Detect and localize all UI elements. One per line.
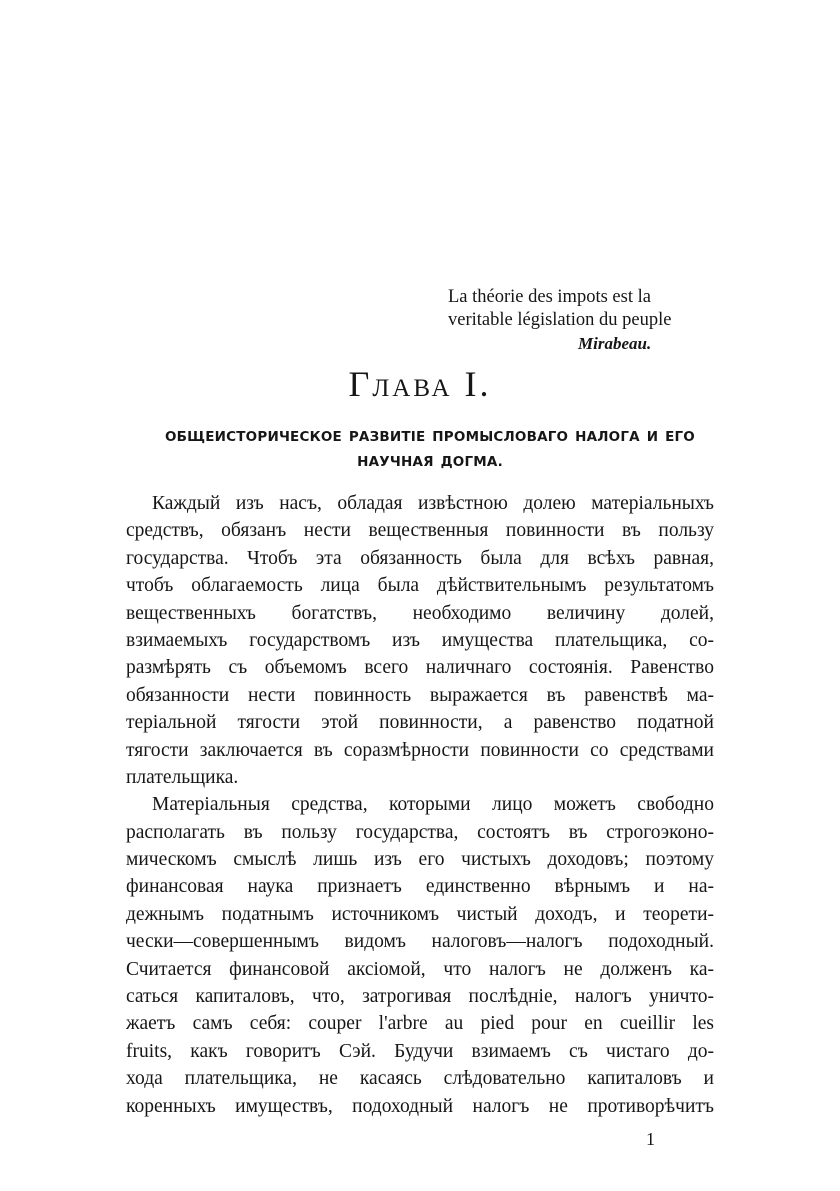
paragraph-2-line: fruits, какъ говоритъ Сэй. Будучи взимаемъ съ чистаго до- [126, 1040, 714, 1062]
paragraph-1-line: теріальной тягости этой повинности, а равенство податной [126, 712, 714, 734]
chapter-subtitle-line: НАУЧНАЯ ДОГМА. [357, 454, 503, 470]
epigraph [448, 286, 718, 356]
paragraph-2-line: жаетъ самъ себя: couper l'arbre au pied pour en cueillir les [126, 1013, 714, 1035]
paragraph-2-line: финансовая наука признаетъ единственно вѣрнымъ и на- [126, 876, 714, 898]
paragraph-1-line: государства. Чтобъ эта обязанность была для всѣхъ равная, [126, 547, 714, 569]
paragraph-2-line: хода плательщика, не касаясь слѣдовательно капиталовъ и [126, 1068, 714, 1090]
paragraph-1-line: плательщика. [126, 766, 239, 788]
paragraph-1-line: Каждый изъ насъ, обладая извѣстною долею матеріальныхъ [152, 493, 714, 514]
paragraph-2-line: Считается финансовой аксіомой, что налогъ не долженъ ка- [126, 958, 714, 980]
paragraph-1-line: взимаемыхъ государствомъ изъ имущества плательщика, со- [126, 629, 714, 651]
paragraph-2-line: чески—совершеннымъ видомъ налоговъ—налогъ подоходный. [126, 931, 714, 953]
paragraph-1-line: обязанности нести повинность выражается въ равенствѣ ма- [126, 684, 714, 706]
paragraph-2-line: Матеріальныя средства, которыми лицо можетъ свободно [152, 794, 714, 816]
paragraph-2-line: дежнымъ податнымъ источникомъ чистый доходъ, и теорети- [126, 903, 714, 925]
paragraph-2-line: располагать въ пользу государства, состоятъ въ строгоэконо- [126, 821, 714, 843]
paragraph-1-line: тягости заключается въ соразмѣрности повинности со средствами [126, 739, 714, 761]
page-number: 1 [646, 1129, 655, 1149]
paragraph-1-line: размѣрять съ объемомъ всего наличнаго состоянія. Равенство [126, 657, 714, 679]
epigraph-line: veritable législation du peuple [448, 310, 672, 330]
chapter-heading: Глава I. [348, 364, 492, 404]
epigraph-line: La théorie des impots est la [448, 287, 651, 307]
paragraph-2-line: коренныхъ имуществъ, подоходный налогъ не противорѣчитъ [126, 1095, 714, 1117]
paragraph-1-line: чтобъ облагаемость лица была дѣйствительнымъ результатомъ [126, 575, 714, 597]
chapter-subtitle-line: ОБЩЕИСТОРИЧЕСКОЕ РАЗВИТІЕ ПРОМЫСЛОВАГО НАЛОГА И ЕГО [164, 429, 695, 445]
body-text [126, 490, 714, 1120]
paragraph-2-line: мическомъ смыслѣ лишь изъ его чистыхъ доходовъ; поэтому [126, 849, 714, 871]
paragraph-1-line: вещественныхъ богатствъ, необходимо величину долей, [126, 602, 714, 624]
epigraph-author: Mirabeau. [578, 334, 652, 353]
chapter-subtitle [140, 425, 720, 475]
paragraph-1-line: средствъ, обязанъ нести вещественныя повинности въ пользу [126, 520, 714, 542]
paragraph-2-line: саться капиталовъ, что, затрогивая послѣдніе, налогъ уничто- [126, 986, 714, 1008]
